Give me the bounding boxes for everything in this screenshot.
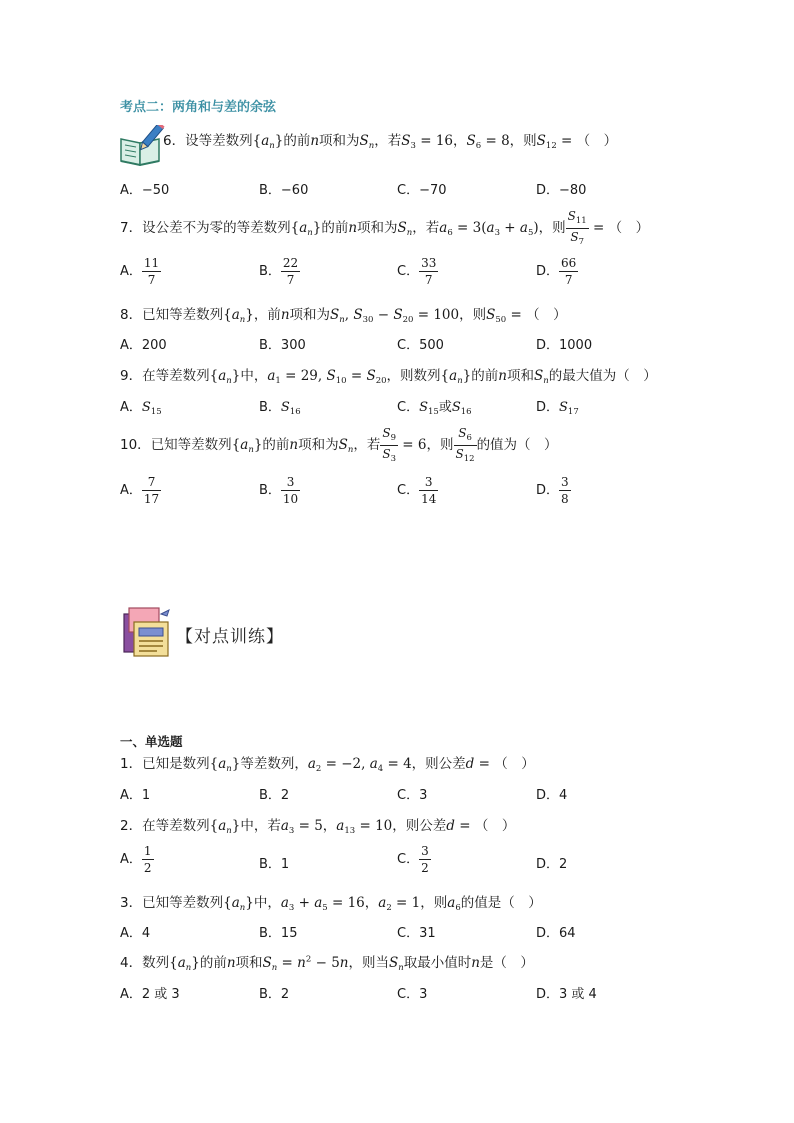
option-b: B．2 bbox=[259, 788, 290, 803]
fraction: $\frac{S_{11}}{S_7}$ bbox=[567, 209, 587, 247]
question-text: 的前 bbox=[262, 437, 290, 453]
practice-question-1: 1．已知是数列$\{a_n\}$等差数列，$a_2 = -2$, $a_4 = 4$，则公差d = （ ） bbox=[120, 756, 535, 774]
question-text: 中， bbox=[253, 895, 281, 911]
option-d: D．−80 bbox=[536, 183, 587, 198]
question-text: ，则 bbox=[420, 895, 448, 911]
question-text: 的值是（ ） bbox=[460, 895, 542, 911]
question-text: 是（ ） bbox=[479, 955, 534, 971]
question-text: 数列 bbox=[142, 955, 170, 971]
question-text: （ ） bbox=[576, 133, 618, 149]
option-a: A． $\frac{11}{7}$ bbox=[120, 256, 160, 287]
option-c: C．−70 bbox=[397, 183, 447, 198]
question-text: 已知等差数列 bbox=[142, 895, 224, 911]
section-title: 一、单选题 bbox=[120, 734, 183, 749]
question-text: （ ） bbox=[608, 220, 650, 236]
question-text: 取最小值时 bbox=[403, 955, 472, 971]
question-number: 3． bbox=[120, 895, 143, 911]
question-text: 项和 bbox=[506, 368, 534, 384]
question-number: 4． bbox=[120, 955, 143, 971]
option-d: D．1000 bbox=[536, 338, 593, 353]
question-text: 设等差数列 bbox=[185, 133, 253, 149]
option-b: B．1 bbox=[259, 857, 290, 872]
question-text: ， bbox=[322, 818, 337, 834]
question-text: ，则数列 bbox=[386, 368, 441, 384]
option-d: D．4 bbox=[536, 788, 568, 803]
option-c: C．$S_{15}$或$S_{16}$ bbox=[397, 400, 472, 417]
question-text: 在等差数列 bbox=[142, 818, 210, 834]
question-text: ，若 bbox=[374, 133, 402, 149]
question-text: 已知等差数列 bbox=[142, 307, 224, 323]
question-text: （ ） bbox=[526, 307, 567, 323]
option-a: A． $\frac{7}{17}$ bbox=[120, 475, 160, 506]
question-7: 7．设公差不为零的等差数列$\{a_n\}$的前n项和为$S_n$，若$a_6 = 3(a_3 + a_5)$，则 $\frac{S_{11}}{S_7}$ = （ ） bbox=[120, 209, 650, 247]
question-10: 10．已知等差数列$\{a_n\}$的前n项和为$S_n$，若 $\frac{S_9}{S_3}$ = 6，则 $\frac{S_6}{S_{12}}$ 的值为（ ） bbox=[120, 426, 558, 464]
question-text: 的最大值为（ ） bbox=[548, 368, 657, 384]
option-d: D．3 或 4 bbox=[536, 987, 597, 1002]
option-c: C． $\frac{33}{7}$ bbox=[397, 256, 437, 287]
question-text: 的前 bbox=[283, 133, 311, 149]
question-text: ， bbox=[453, 133, 467, 149]
option-c: C．3 bbox=[397, 788, 428, 803]
question-text: 项和为 bbox=[289, 307, 331, 323]
stacked-documents-icon bbox=[121, 604, 173, 658]
question-text: 在等差数列 bbox=[142, 368, 210, 384]
question-number: 9． bbox=[120, 368, 143, 384]
option-a: A．4 bbox=[120, 926, 151, 941]
question-text: ，则 bbox=[459, 307, 487, 323]
practice-question-3: 3．已知等差数列$\{a_n\}$中，$a_3 + a_5 = 16$，$a_2 = 1$，则$a_6$的值是（ ） bbox=[120, 895, 542, 913]
question-text: 的值为（ ） bbox=[476, 437, 558, 453]
question-8: 8．已知等差数列$\{a_n\}$，前n项和为$S_n$, $S_{30} - S_{20} = 100$，则$S_{50}$ = （ ） bbox=[120, 307, 567, 325]
option-b: B．15 bbox=[259, 926, 298, 941]
question-text: 已知等差数列 bbox=[150, 437, 232, 453]
question-number: 2． bbox=[120, 818, 143, 834]
question-text: （ ） bbox=[494, 756, 535, 772]
question-text: ，若 bbox=[412, 220, 440, 236]
question-number: 10． bbox=[120, 437, 151, 453]
option-c: C． $\frac{3}{14}$ bbox=[397, 475, 437, 506]
question-number: 6． bbox=[163, 133, 186, 149]
option-b: B．300 bbox=[259, 338, 306, 353]
question-number: 7． bbox=[120, 220, 143, 236]
practice-question-2: 2．在等差数列$\{a_n\}$中，若$a_3 = 5$，$a_{13} = 10$，则公差d = （ ） bbox=[120, 818, 516, 836]
question-text: 中，若 bbox=[240, 818, 281, 834]
fraction: $\frac{S_6}{S_{12}}$ bbox=[455, 426, 475, 464]
option-d: D．64 bbox=[536, 926, 576, 941]
question-text: ，则 bbox=[538, 220, 566, 236]
question-text: 中， bbox=[240, 368, 268, 384]
section-heading: 考点二：两角和与差的余弦 bbox=[120, 100, 277, 115]
option-b: B．−60 bbox=[259, 183, 309, 198]
option-d: D．2 bbox=[536, 857, 568, 872]
question-text: 项和 bbox=[235, 955, 263, 971]
question-text: ，则 bbox=[426, 437, 454, 453]
option-a: A． $\frac{1}{2}$ bbox=[120, 844, 152, 875]
question-text: ，则 bbox=[509, 133, 537, 149]
question-text: ，若 bbox=[353, 437, 381, 453]
practice-banner: 【对点训练】 bbox=[176, 627, 284, 647]
question-text: ， bbox=[364, 895, 379, 911]
question-text: ，则公差 bbox=[392, 818, 447, 834]
question-text: 项和为 bbox=[319, 133, 360, 149]
option-c: C．3 bbox=[397, 987, 428, 1002]
question-text: 项和为 bbox=[357, 220, 398, 236]
question-text: ，则公差 bbox=[411, 756, 466, 772]
option-a: A．−50 bbox=[120, 183, 170, 198]
option-d: D． $\frac{3}{8}$ bbox=[536, 475, 569, 506]
option-b: B．$S_{16}$ bbox=[259, 400, 301, 417]
question-9: 9．在等差数列$\{a_n\}$中，$a_1 = 29$, $S_{10} = S_{20}$，则数列$\{a_n\}$的前n项和$S_n$的最大值为（ ） bbox=[120, 368, 657, 386]
question-text: 的前 bbox=[321, 220, 349, 236]
question-6: 6．设等差数列$\{a_n\}$的前n项和为$S_n$，若$S_3 = 16$，$S_6 = 8$，则$S_{12}$ = （ ） bbox=[163, 133, 618, 151]
fraction: $\frac{S_9}{S_3}$ bbox=[382, 426, 397, 464]
question-number: 1． bbox=[120, 756, 143, 772]
question-text: 设公差不为零的等差数列 bbox=[142, 220, 291, 236]
question-number: 8． bbox=[120, 307, 143, 323]
practice-question-4: 4．数列$\{a_n\}$的前n项和$S_n = n^2 - 5n$，则当$S_n$取最小值时n是（ ） bbox=[120, 954, 534, 973]
question-text: 项和为 bbox=[298, 437, 339, 453]
option-d: D．$S_{17}$ bbox=[536, 400, 579, 417]
option-c: C． $\frac{3}{2}$ bbox=[397, 844, 429, 875]
question-text: （ ） bbox=[474, 818, 516, 834]
question-text: ，前 bbox=[253, 307, 281, 323]
option-c: C．31 bbox=[397, 926, 436, 941]
option-a: A．$S_{15}$ bbox=[120, 400, 162, 417]
option-c: C．500 bbox=[397, 338, 444, 353]
option-a: A．1 bbox=[120, 788, 151, 803]
option-a: A．2 或 3 bbox=[120, 987, 180, 1002]
question-text: 的前 bbox=[199, 955, 227, 971]
option-a: A．200 bbox=[120, 338, 167, 353]
book-pencil-icon bbox=[118, 125, 166, 167]
option-b: B． $\frac{3}{10}$ bbox=[259, 475, 299, 506]
question-text: 的前 bbox=[471, 368, 499, 384]
question-text: 等差数列， bbox=[240, 756, 308, 772]
option-b: B．2 bbox=[259, 987, 290, 1002]
question-text: ，则当 bbox=[348, 955, 389, 971]
option-d: D． $\frac{66}{7}$ bbox=[536, 256, 577, 287]
option-b: B． $\frac{22}{7}$ bbox=[259, 256, 299, 287]
question-text: 已知是数列 bbox=[142, 756, 210, 772]
